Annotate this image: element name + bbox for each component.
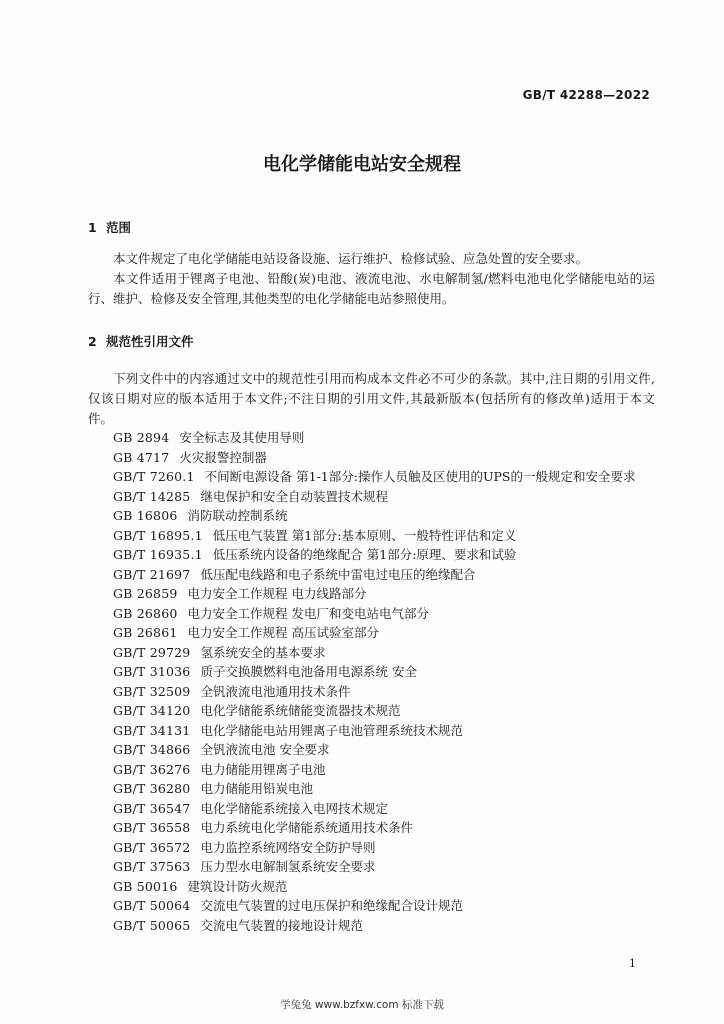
reference-code: GB/T 36280 [113,781,191,796]
reference-title: 全钒液流电池 安全要求 [200,742,330,757]
reference-title: 消防联动控制系统 [187,508,288,523]
reference-title: 电力储能用锂离子电池 [200,761,326,777]
section-2-heading [88,332,194,350]
section-1-number: 1 [88,220,97,235]
reference-code: GB/T 36572 [113,839,191,855]
reference-title: 不间断电源设备 第1-1部分:操作人员触及区使用的UPS的一般规定和安全要求 [204,469,636,484]
reference-code: GB 4717 [113,449,170,465]
reference-code: GB/T 34131 [113,722,191,738]
reference-code: GB/T 36547 [113,800,191,816]
reference-item [88,682,655,702]
reference-item [88,779,655,799]
reference-title: 建筑设计防火规范 [187,878,288,894]
reference-title: 电力监控系统网络安全防护导则 [200,839,376,855]
reference-title: 交流电气装置的过电压保护和绝缘配合设计规范 [200,898,463,913]
reference-code: GB/T 14285 [113,488,191,504]
reference-code: GB/T 21697 [113,566,191,582]
site-watermark-footer: 学兔兔 www.bzfxw.com 标准下载 [280,999,444,1011]
reference-item [88,526,655,546]
reference-title: 电化学储能电站用锂离子电池管理系统技术规范 [200,722,463,738]
reference-title: 全钒液流电池通用技术条件 [200,683,351,699]
section-1-paragraph: 本文件适用于锂离子电池、铅酸(炭)电池、液流电池、水电解制氢/燃料电池电化学储能电站的运行、维护、检修及安全管理,其他类型的电化学储能电站参照使用。 [88,271,655,306]
reference-title: 氢系统安全的基本要求 [200,644,326,660]
reference-title: 质子交换膜燃料电池备用电源系统 安全 [200,664,417,679]
reference-title: 交流电气装置的接地设计规范 [200,917,363,933]
reference-code: GB/T 36558 [113,820,191,835]
standard-number: GB/T 42288—2022 [522,88,650,102]
reference-code: GB/T 50065 [113,917,191,933]
reference-code: GB/T 16935.1 [113,547,203,562]
reference-item [88,838,655,858]
reference-code: GB/T 37563 [113,859,191,874]
reference-list [88,428,655,935]
document-title: 电化学储能电站安全规程 [263,154,461,175]
reference-item [88,448,655,468]
reference-item [88,584,655,604]
page-number: 1 [629,957,636,970]
reference-item [88,760,655,780]
reference-code: GB 26861 [113,625,178,640]
reference-item [88,701,655,721]
reference-item [88,467,655,487]
reference-item [88,662,655,682]
reference-code: GB/T 29729 [113,644,191,660]
reference-code: GB/T 34866 [113,742,191,757]
reference-title: 电化学储能系统储能变流器技术规范 [200,703,401,718]
reference-title: 电力安全工作规程 高压试验室部分 [187,625,379,640]
reference-item [88,428,655,448]
reference-code: GB/T 31036 [113,664,191,679]
reference-item [88,896,655,916]
reference-item [88,506,655,526]
reference-code: GB/T 36276 [113,761,191,777]
reference-code: GB 16806 [113,508,178,523]
section-1-body [88,249,655,309]
reference-title: 低压配电线路和电子系统中雷电过电压的绝缘配合 [200,566,476,582]
reference-code: GB 2894 [113,430,170,445]
reference-title: 压力型水电解制氢系统安全要求 [200,859,376,874]
reference-item [88,643,655,663]
reference-item [88,545,655,565]
section-1-paragraph: 本文件规定了电化学储能电站设备设施、运行维护、检修试验、应急处置的安全要求。 [113,251,589,266]
section-1-heading [88,218,131,236]
reference-title: 安全标志及其使用导则 [179,430,305,445]
reference-item [88,565,655,585]
reference-item [88,487,655,507]
reference-item [88,916,655,936]
section-1-title: 范围 [106,220,132,235]
section-2-intro-paragraph: 下列文件中的内容通过文中的规范性引用而构成本文件必不可少的条款。其中,注日期的引用文件,仅该日期对应的版本适用于本文件;不注日期的引用文件,其最新版本(包括所有的修改单)适用于本文件。 [88,371,655,426]
reference-code: GB/T 32509 [113,683,191,699]
reference-item [88,877,655,897]
reference-code: GB 26860 [113,605,178,621]
reference-title: 低压电气装置 第1部分:基本原则、一般特性评估和定义 [212,527,517,543]
reference-item [88,799,655,819]
reference-title: 继电保护和安全自动装置技术规程 [200,488,388,504]
reference-code: GB 50016 [113,878,178,894]
reference-item [88,623,655,643]
reference-title: 火灾报警控制器 [179,449,267,465]
section-2-intro [88,369,655,429]
reference-title: 电力系统电化学储能系统通用技术条件 [200,820,413,835]
reference-title: 电力安全工作规程 电力线路部分 [187,586,367,601]
reference-item [88,857,655,877]
reference-title: 电力安全工作规程 发电厂和变电站电气部分 [187,605,429,621]
reference-code: GB/T 34120 [113,703,191,718]
reference-item [88,721,655,741]
reference-item [88,740,655,760]
reference-title: 低压系统内设备的绝缘配合 第1部分:原理、要求和试验 [212,547,517,562]
reference-code: GB/T 50064 [113,898,191,913]
reference-item [88,818,655,838]
reference-code: GB/T 7260.1 [113,469,195,484]
reference-code: GB/T 16895.1 [113,527,203,543]
reference-title: 电力储能用铅炭电池 [200,781,313,796]
section-2-number: 2 [88,334,97,349]
reference-item [88,604,655,624]
reference-title: 电化学储能系统接入电网技术规定 [200,800,388,816]
reference-code: GB 26859 [113,586,178,601]
section-2-title: 规范性引用文件 [106,334,194,349]
